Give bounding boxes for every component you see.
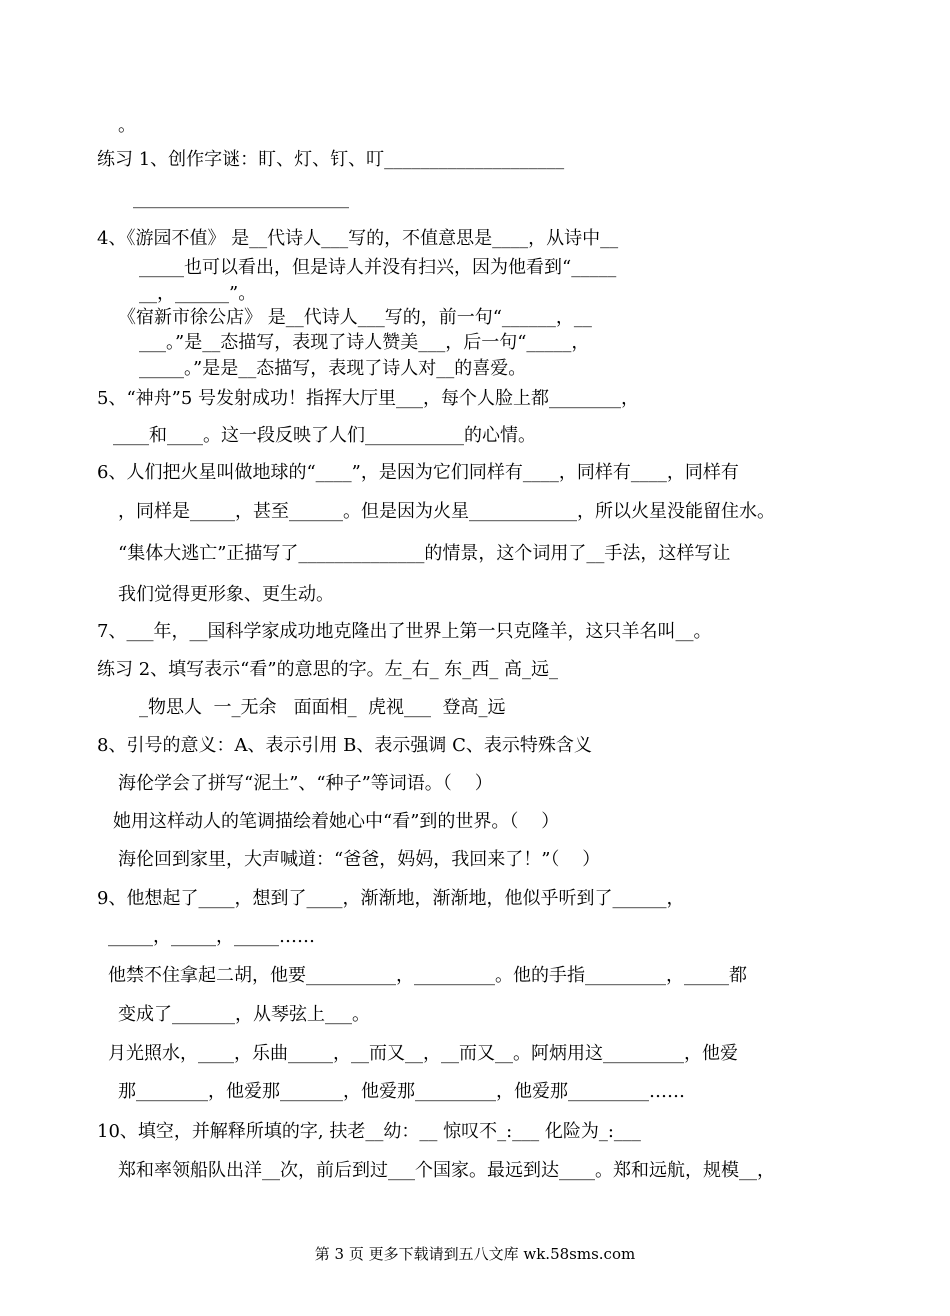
text-line: 我们觉得更形象、更生动。 <box>118 584 334 605</box>
question-7-line: 7、___年，__国科学家成功地克隆出了世界上第一只克隆羊，这只羊名叫__。 <box>97 621 712 642</box>
text-line: ，同样是_____，甚至______。但是因为火星____________，所以火星没能留住水。 <box>118 501 775 522</box>
text-line: “集体大逃亡”正描写了______________的情景，这个词用了__手法，这样写让 <box>118 543 731 564</box>
exercise-2-line: 练习 2、填写表示“看”的意思的字。左_右_ 东_西_ 高_远_ <box>97 659 559 680</box>
text-line: 海伦学会了拼写“泥土”、“种子”等词语。（ ） <box>118 773 493 794</box>
text-line: 她用这样动人的笔调描绘着她心中“看”到的世界。（ ） <box>113 811 560 832</box>
text-line: _物思人 一_无余 面面相_ 虎视___ 登高_远 <box>139 697 506 718</box>
text-line: ________________________ <box>133 188 349 209</box>
text-line: _____，_____，_____…… <box>108 926 315 947</box>
text-line: 变成了_______，从琴弦上___。 <box>118 1004 370 1025</box>
question-9-line: 9、他想起了____，想到了____，渐渐地，渐渐地，他似乎听到了______， <box>97 888 685 909</box>
text-line: 郑和率领船队出洋__次，前后到过___个国家。最远到达____。郑和远航，规模__， <box>118 1160 775 1181</box>
text-line: ____和____。这一段反映了人们___________的心情。 <box>113 425 536 446</box>
question-8-line: 8、引号的意义：A、表示引用 B、表示强调 C、表示特殊含义 <box>97 735 592 756</box>
text-line: 月光照水，____，乐曲_____，__而又__，__而又__。阿炳用这_________，他爱 <box>108 1043 738 1064</box>
question-5-line: 5、“神舟”5 号发射成功！指挥大厅里___，每个人脸上都________， <box>97 388 640 409</box>
text-line: ___。”是__态描写，表现了诗人赞美___，后一句“_____， <box>139 332 590 353</box>
question-4-line: 4、《游园不值》 是__代诗人___写的，不值意思是____，从诗中__ <box>97 228 619 249</box>
exercise-1-line: 练习 1、创作字谜：盯、灯、钉、叮____________________ <box>97 149 565 170</box>
text-line: _____。”是是__态描写，表现了诗人对__的喜爱。 <box>139 358 527 379</box>
text-line: 。 <box>118 115 136 136</box>
text-line: 他禁不住拿起二胡，他要__________，_________。他的手指_________，_____都 <box>108 965 747 986</box>
text-line: 《宿新市徐公店》 是__代诗人___写的，前一句“______，__ <box>118 307 592 328</box>
question-6-line: 6、人们把火星叫做地球的“____”，是因为它们同样有____，同样有____，同样有 <box>97 462 739 483</box>
question-10-line: 10、填空，并解释所填的字, 扶老__幼：__ 惊叹不_:___ 化险为_:___ <box>97 1121 641 1142</box>
text-line: __，______”。 <box>139 283 257 304</box>
text-line: 那________，他爱那_______，他爱那_________，他爱那_________…… <box>118 1081 685 1102</box>
text-line: _____也可以看出，但是诗人并没有扫兴，因为他看到“_____ <box>139 257 617 278</box>
page-footer: 第 3 页 更多下载请到五八文库 wk.58sms.com <box>314 1245 636 1263</box>
text-line: 海伦回到家里，大声喊道：“爸爸，妈妈，我回来了！”（ ） <box>118 849 601 870</box>
